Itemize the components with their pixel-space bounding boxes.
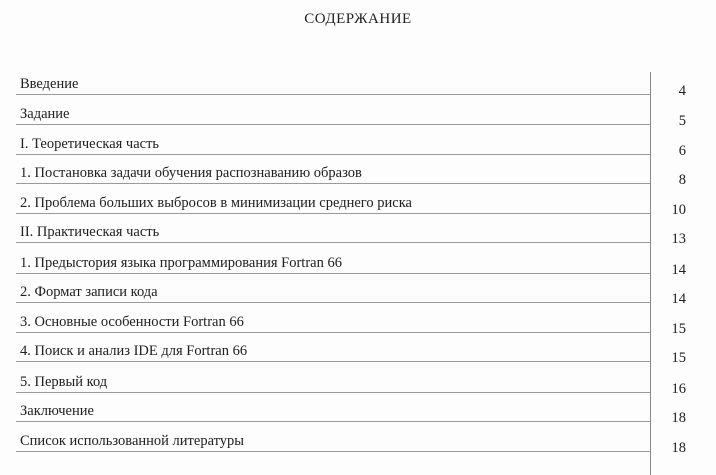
toc-entry <box>14 71 700 99</box>
toc-entry-label: Задание <box>20 106 70 122</box>
toc-entry-page: 14 <box>671 262 686 278</box>
toc-entry-underline <box>16 392 650 393</box>
toc-entry-page: 14 <box>671 291 686 307</box>
toc-entry-underline <box>16 213 650 214</box>
toc-entry <box>14 369 700 397</box>
toc-entry-label: Список использованной литературы <box>20 433 245 449</box>
toc-entry-label: II. Практическая часть <box>20 224 160 240</box>
toc-entry-label: 2. Проблема больших выбросов в минимизации среднего риска <box>20 195 412 211</box>
toc-entry-underline <box>16 421 650 422</box>
toc-entry <box>14 250 700 278</box>
toc-entry <box>14 160 700 188</box>
toc-entry-underline <box>16 361 650 362</box>
toc-entry-label: I. Теоретическая часть <box>20 136 160 152</box>
toc-entry-underline <box>16 302 650 303</box>
toc-entry-underline <box>16 242 650 243</box>
toc-entry <box>14 131 700 159</box>
toc-entry-underline <box>16 94 650 95</box>
toc-entry-label: Введение <box>20 76 79 92</box>
toc-entry-label: 2. Формат записи кода <box>20 284 158 300</box>
toc-entry-label: 3. Основные особенности Fortran 66 <box>20 314 244 330</box>
toc-entry-underline <box>16 451 650 452</box>
toc-entry-page: 6 <box>678 143 686 159</box>
toc-entry-label: 1. Предыстория языка программирования Fortran 66 <box>20 255 342 271</box>
toc-entry-page: 15 <box>671 321 686 337</box>
toc-entry-label: Заключение <box>20 403 94 419</box>
toc-entry <box>14 428 700 456</box>
toc-entry-underline <box>16 154 650 155</box>
toc-entry <box>14 279 700 307</box>
toc-entry <box>14 219 700 247</box>
toc-entry-page: 13 <box>671 231 686 247</box>
toc-entry-underline <box>16 124 650 125</box>
toc-entry-page: 16 <box>671 381 686 397</box>
toc-entry <box>14 309 700 337</box>
toc-entry-page: 4 <box>678 83 686 99</box>
toc-entry-underline <box>16 273 650 274</box>
toc-entry-page: 18 <box>671 440 686 456</box>
toc-entry-label: 1. Постановка задачи обучения распознаванию образов <box>20 165 362 181</box>
toc-entry-underline <box>16 183 650 184</box>
toc-entry-page: 8 <box>678 172 686 188</box>
toc-entry-page: 18 <box>671 410 686 426</box>
toc-entry <box>14 398 700 426</box>
toc-entry-underline <box>16 332 650 333</box>
page-title: СОДЕРЖАНИЕ <box>304 11 412 27</box>
toc-entry-label: 5. Первый код <box>20 374 108 390</box>
toc-entry <box>14 338 700 366</box>
toc-entry <box>14 101 700 129</box>
toc-entry-label: 4. Поиск и анализ IDE для Fortran 66 <box>20 343 248 359</box>
toc-entry-page: 15 <box>671 350 686 366</box>
toc-entry-page: 5 <box>678 113 686 129</box>
toc-entry <box>14 190 700 218</box>
toc-entry-page: 10 <box>671 202 686 218</box>
